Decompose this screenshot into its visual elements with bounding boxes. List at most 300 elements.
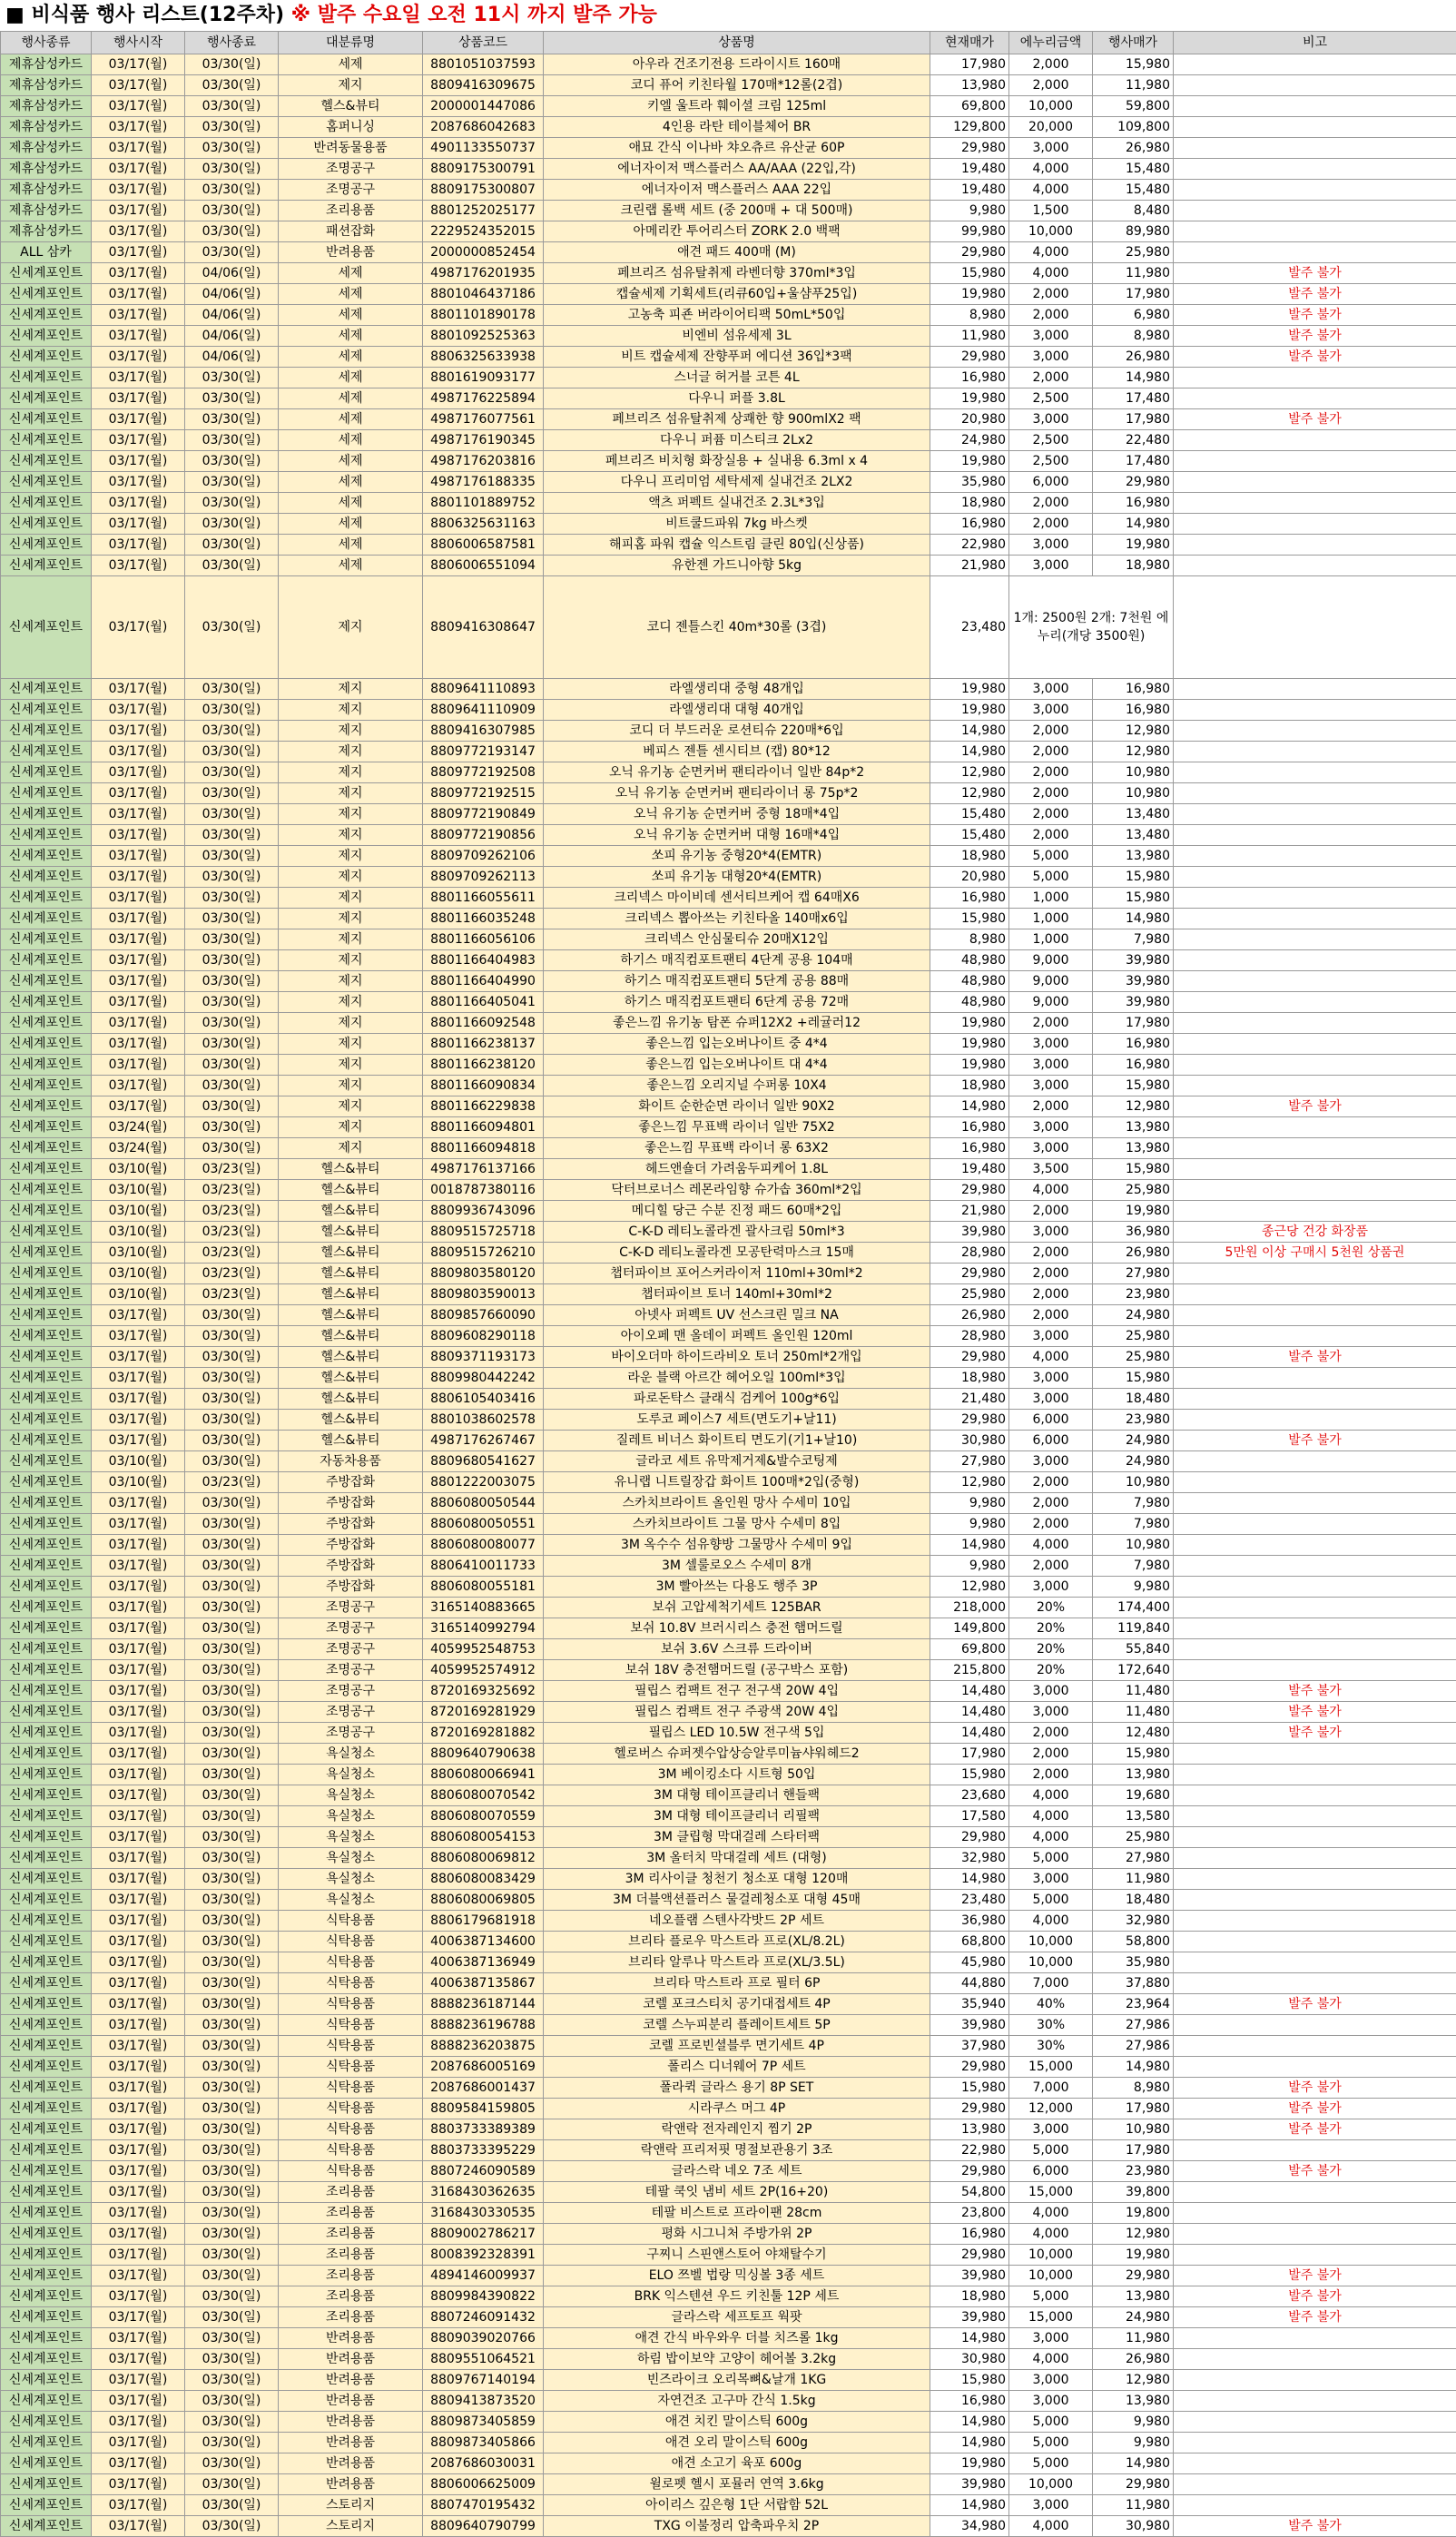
promo-type-cell: 신세계포인트 [1, 1785, 92, 1806]
category-cell: 반려용품 [279, 2474, 423, 2495]
end-date-cell: 04/06(일) [185, 305, 279, 326]
promo-type-cell: 신세계포인트 [1, 493, 92, 514]
category-cell: 조명공구 [279, 1681, 423, 1702]
current-price-cell: 17,980 [930, 1744, 1009, 1765]
product-name-cell: 아메리칸 투어리스터 ZORK 2.0 백팩 [544, 221, 930, 242]
promo-price-cell: 19,980 [1093, 535, 1174, 556]
product-name-cell: 폴라퀵 글라스 용기 8P SET [544, 2078, 930, 2099]
promo-type-cell: 신세계포인트 [1, 1869, 92, 1890]
remarks-cell: 발주 불가 [1174, 2078, 1456, 2099]
start-date-cell: 03/24(월) [92, 1117, 185, 1138]
end-date-cell: 03/30(일) [185, 75, 279, 96]
product-code-cell: 8801166035248 [423, 909, 544, 929]
discount-cell: 10,000 [1009, 2266, 1093, 2286]
product-code-cell: 4006387136949 [423, 1952, 544, 1973]
product-name-cell: 바이오더마 하이드라비오 토너 250ml*2개입 [544, 1347, 930, 1368]
promo-type-cell: 신세계포인트 [1, 1159, 92, 1180]
discount-cell: 12,000 [1009, 2099, 1093, 2119]
remarks-cell [1174, 888, 1456, 909]
promo-price-cell: 14,980 [1093, 368, 1174, 388]
current-price-cell: 35,940 [930, 1994, 1009, 2015]
discount-cell: 2,500 [1009, 388, 1093, 409]
end-date-cell: 03/30(일) [185, 1660, 279, 1681]
promo-price-cell: 25,980 [1093, 1326, 1174, 1347]
product-code-cell: 2087686005169 [423, 2057, 544, 2078]
product-code-cell: 8809039020766 [423, 2328, 544, 2349]
category-cell: 헬스&뷰티 [279, 1347, 423, 1368]
promo-type-cell: 신세계포인트 [1, 2307, 92, 2328]
current-price-cell: 19,980 [930, 284, 1009, 305]
promo-price-cell: 8,980 [1093, 326, 1174, 347]
end-date-cell: 03/30(일) [185, 721, 279, 742]
remarks-cell [1174, 535, 1456, 556]
discount-cell: 2,000 [1009, 1472, 1093, 1493]
category-cell: 제지 [279, 929, 423, 950]
discount-cell: 2,000 [1009, 1264, 1093, 1284]
promo-price-cell: 16,980 [1093, 679, 1174, 700]
column-header-category: 대분류명 [279, 32, 423, 54]
promo-type-cell: 신세계포인트 [1, 284, 92, 305]
start-date-cell: 03/17(월) [92, 825, 185, 846]
promo-type-cell: 신세계포인트 [1, 514, 92, 535]
discount-cell: 2,500 [1009, 451, 1093, 472]
product-name-cell: 락앤락 프리저핏 명절보관용기 3조 [544, 2140, 930, 2161]
product-name-cell: 크리넥스 안심물티슈 20매X12입 [544, 929, 930, 950]
end-date-cell: 03/30(일) [185, 2161, 279, 2182]
product-code-cell: 2000000852454 [423, 242, 544, 263]
product-name-cell: 베피스 젠틀 센시티브 (캡) 80*12 [544, 742, 930, 762]
discount-cell: 15,000 [1009, 2057, 1093, 2078]
start-date-cell: 03/17(월) [92, 138, 185, 159]
product-name-cell: 유한젠 가드니아향 5kg [544, 556, 930, 576]
end-date-cell: 03/30(일) [185, 2370, 279, 2391]
table-row [1, 867, 1456, 888]
promo-type-cell: 신세계포인트 [1, 2453, 92, 2474]
product-code-cell: 8807470195432 [423, 2495, 544, 2516]
table-row [1, 1785, 1456, 1806]
promo-price-cell: 24,980 [1093, 1451, 1174, 1472]
table-row [1, 117, 1456, 138]
category-cell: 조명공구 [279, 1702, 423, 1723]
remarks-cell [1174, 1932, 1456, 1952]
discount-cell: 3,000 [1009, 1076, 1093, 1096]
current-price-cell: 29,980 [930, 1264, 1009, 1284]
product-code-cell: 8801101889752 [423, 493, 544, 514]
current-price-cell: 12,980 [930, 1577, 1009, 1598]
promo-price-cell: 13,480 [1093, 825, 1174, 846]
current-price-cell: 129,800 [930, 117, 1009, 138]
promo-type-cell: 신세계포인트 [1, 1639, 92, 1660]
category-cell: 세제 [279, 472, 423, 493]
table-row [1, 1598, 1456, 1618]
table-row [1, 1827, 1456, 1848]
current-price-cell: 35,980 [930, 472, 1009, 493]
promo-type-cell: 신세계포인트 [1, 2245, 92, 2266]
current-price-cell: 19,480 [930, 180, 1009, 201]
remarks-cell [1174, 2328, 1456, 2349]
start-date-cell: 03/17(월) [92, 2099, 185, 2119]
column-header-product-name: 상품명 [544, 32, 930, 54]
table-row [1, 451, 1456, 472]
end-date-cell: 03/30(일) [185, 846, 279, 867]
column-header-remarks: 비고 [1174, 32, 1456, 54]
remarks-cell [1174, 867, 1456, 888]
remarks-cell [1174, 1639, 1456, 1660]
category-cell: 식탁용품 [279, 2099, 423, 2119]
promo-price-cell: 39,800 [1093, 2182, 1174, 2203]
product-code-cell: 3168430362635 [423, 2182, 544, 2203]
current-price-cell: 26,980 [930, 1305, 1009, 1326]
product-code-cell: 8801166094801 [423, 1117, 544, 1138]
category-cell: 제지 [279, 1034, 423, 1055]
current-price-cell: 15,480 [930, 804, 1009, 825]
current-price-cell: 45,980 [930, 1952, 1009, 1973]
product-code-cell: 8801038602578 [423, 1410, 544, 1431]
product-name-cell: 도루코 페이스7 세트(면도기+날11) [544, 1410, 930, 1431]
start-date-cell: 03/17(월) [92, 2266, 185, 2286]
product-code-cell: 8809175300807 [423, 180, 544, 201]
start-date-cell: 03/17(월) [92, 1368, 185, 1389]
promo-type-cell: 신세계포인트 [1, 1765, 92, 1785]
current-price-cell: 23,480 [930, 1890, 1009, 1911]
start-date-cell: 03/17(월) [92, 1013, 185, 1034]
product-code-cell: 8809767140194 [423, 2370, 544, 2391]
promo-type-cell: 신세계포인트 [1, 825, 92, 846]
product-code-cell: 4987176201935 [423, 263, 544, 284]
discount-cell: 1,000 [1009, 909, 1093, 929]
start-date-cell: 03/17(월) [92, 2182, 185, 2203]
product-code-cell: 8806080069812 [423, 1848, 544, 1869]
remarks-cell [1174, 992, 1456, 1013]
start-date-cell: 03/17(월) [92, 1806, 185, 1827]
start-date-cell: 03/10(월) [92, 1180, 185, 1201]
promotion-table [0, 31, 1456, 2537]
discount-cell: 2,000 [1009, 75, 1093, 96]
promo-price-cell: 25,980 [1093, 1347, 1174, 1368]
promo-type-cell: 신세계포인트 [1, 1598, 92, 1618]
category-cell: 자동차용품 [279, 1451, 423, 1472]
product-name-cell: C-K-D 레티노콜라겐 모공탄력마스크 15매 [544, 1243, 930, 1264]
discount-cell: 3,000 [1009, 409, 1093, 430]
promo-type-cell: 신세계포인트 [1, 1264, 92, 1284]
promo-price-cell: 27,986 [1093, 2036, 1174, 2057]
remarks-cell [1174, 721, 1456, 742]
start-date-cell: 03/17(월) [92, 1660, 185, 1681]
product-name-cell: 다우니 퍼플 3.8L [544, 388, 930, 409]
category-cell: 세제 [279, 263, 423, 284]
end-date-cell: 03/30(일) [185, 783, 279, 804]
column-header-end-date: 행사종료 [185, 32, 279, 54]
discount-cell: 3,000 [1009, 1368, 1093, 1389]
end-date-cell: 03/30(일) [185, 1848, 279, 1869]
discount-cell: 5,000 [1009, 846, 1093, 867]
table-row [1, 159, 1456, 180]
table-row [1, 1180, 1456, 1201]
remarks-cell [1174, 1055, 1456, 1076]
discount-cell: 15,000 [1009, 2307, 1093, 2328]
remarks-cell [1174, 1180, 1456, 1201]
promo-price-cell: 14,980 [1093, 2453, 1174, 2474]
end-date-cell: 03/30(일) [185, 2015, 279, 2036]
discount-cell: 4,000 [1009, 1806, 1093, 1827]
start-date-cell: 03/17(월) [92, 2015, 185, 2036]
product-name-cell: 하림 밥이보약 고양이 헤어볼 3.2kg [544, 2349, 930, 2370]
table-row [1, 1264, 1456, 1284]
product-code-cell: 8801051037593 [423, 54, 544, 75]
current-price-cell: 18,980 [930, 493, 1009, 514]
remarks-cell [1174, 1973, 1456, 1994]
discount-cell: 4,000 [1009, 1785, 1093, 1806]
discount-cell: 10,000 [1009, 221, 1093, 242]
end-date-cell: 03/30(일) [185, 762, 279, 783]
promo-price-cell: 30,980 [1093, 2516, 1174, 2537]
category-cell: 제지 [279, 721, 423, 742]
table-row [1, 2433, 1456, 2453]
remarks-cell [1174, 1806, 1456, 1827]
end-date-cell: 03/30(일) [185, 1598, 279, 1618]
promo-price-cell: 109,800 [1093, 117, 1174, 138]
product-code-cell: 8801252025177 [423, 201, 544, 221]
discount-cell: 2,000 [1009, 783, 1093, 804]
discount-cell: 10,000 [1009, 96, 1093, 117]
product-name-cell: 필립스 컴팩트 전구 전구색 20W 4입 [544, 1681, 930, 1702]
promo-type-cell: 신세계포인트 [1, 2057, 92, 2078]
product-code-cell: 8809002786217 [423, 2224, 544, 2245]
remarks-cell [1174, 1660, 1456, 1681]
current-price-cell: 36,980 [930, 1911, 1009, 1932]
table-row [1, 825, 1456, 846]
remarks-cell [1174, 679, 1456, 700]
promo-type-cell: 신세계포인트 [1, 1660, 92, 1681]
start-date-cell: 03/17(월) [92, 1535, 185, 1556]
table-row [1, 96, 1456, 117]
table-row [1, 2266, 1456, 2286]
remarks-cell [1174, 1493, 1456, 1514]
category-cell: 조리용품 [279, 2182, 423, 2203]
promo-price-cell: 15,980 [1093, 1368, 1174, 1389]
category-cell: 제지 [279, 75, 423, 96]
category-cell: 제지 [279, 742, 423, 762]
promo-price-cell: 19,680 [1093, 1785, 1174, 1806]
start-date-cell: 03/17(월) [92, 992, 185, 1013]
product-code-cell: 8720169281882 [423, 1723, 544, 1744]
promo-type-cell: 신세계포인트 [1, 700, 92, 721]
discount-cell: 2,000 [1009, 1556, 1093, 1577]
promo-type-cell: 신세계포인트 [1, 679, 92, 700]
current-price-cell: 29,980 [930, 347, 1009, 368]
product-name-cell: 시라쿠스 머그 4P [544, 2099, 930, 2119]
promo-price-cell: 11,480 [1093, 1702, 1174, 1723]
table-row [1, 2412, 1456, 2433]
promo-price-cell: 12,980 [1093, 2370, 1174, 2391]
promo-price-cell: 7,980 [1093, 1514, 1174, 1535]
product-code-cell: 8809873405866 [423, 2433, 544, 2453]
table-row [1, 388, 1456, 409]
product-name-cell: 챕터파이브 토너 140ml+30ml*2 [544, 1284, 930, 1305]
product-code-cell: 4987176077561 [423, 409, 544, 430]
promo-price-cell: 29,980 [1093, 2474, 1174, 2495]
product-name-cell: 애견 오리 말이스틱 600g [544, 2433, 930, 2453]
promo-price-cell: 10,980 [1093, 1535, 1174, 1556]
start-date-cell: 03/17(월) [92, 2453, 185, 2474]
current-price-cell: 218,000 [930, 1598, 1009, 1618]
product-code-cell: 8809803580120 [423, 1264, 544, 1284]
remarks-cell [1174, 576, 1456, 679]
product-name-cell: 키엘 울트라 훼이셜 크림 125ml [544, 96, 930, 117]
product-code-cell: 8801166238120 [423, 1055, 544, 1076]
current-price-cell: 34,980 [930, 2516, 1009, 2537]
promo-price-cell: 7,980 [1093, 1493, 1174, 1514]
current-price-cell: 99,980 [930, 221, 1009, 242]
remarks-cell: 종근당 건강 화장품 [1174, 1222, 1456, 1243]
end-date-cell: 03/30(일) [185, 514, 279, 535]
start-date-cell: 03/17(월) [92, 284, 185, 305]
category-cell: 패션잡화 [279, 221, 423, 242]
start-date-cell: 03/17(월) [92, 117, 185, 138]
start-date-cell: 03/17(월) [92, 2203, 185, 2224]
current-price-cell: 24,980 [930, 430, 1009, 451]
start-date-cell: 03/17(월) [92, 1618, 185, 1639]
end-date-cell: 03/23(일) [185, 1180, 279, 1201]
discount-cell: 20% [1009, 1639, 1093, 1660]
promo-type-cell: 신세계포인트 [1, 1890, 92, 1911]
current-price-cell: 20,980 [930, 409, 1009, 430]
table-row [1, 201, 1456, 221]
end-date-cell: 03/30(일) [185, 117, 279, 138]
end-date-cell: 03/30(일) [185, 1932, 279, 1952]
end-date-cell: 03/30(일) [185, 1117, 279, 1138]
end-date-cell: 03/30(일) [185, 700, 279, 721]
product-code-cell: 8806080054153 [423, 1827, 544, 1848]
category-cell: 제지 [279, 804, 423, 825]
table-row [1, 1869, 1456, 1890]
end-date-cell: 03/30(일) [185, 388, 279, 409]
category-cell: 제지 [279, 825, 423, 846]
discount-cell: 3,500 [1009, 1159, 1093, 1180]
end-date-cell: 03/30(일) [185, 159, 279, 180]
product-name-cell: 글라코 세트 유막제거제&발수코팅제 [544, 1451, 930, 1472]
promo-price-cell: 174,400 [1093, 1598, 1174, 1618]
promo-type-cell: 신세계포인트 [1, 1326, 92, 1347]
start-date-cell: 03/17(월) [92, 263, 185, 284]
promo-type-cell: 신세계포인트 [1, 992, 92, 1013]
promo-price-cell: 13,580 [1093, 1806, 1174, 1827]
product-code-cell: 8801222003075 [423, 1472, 544, 1493]
product-name-cell: BRK 익스텐션 우드 키친툴 12P 세트 [544, 2286, 930, 2307]
table-row [1, 2286, 1456, 2307]
remarks-cell [1174, 54, 1456, 75]
promo-type-cell: 신세계포인트 [1, 2078, 92, 2099]
current-price-cell: 13,980 [930, 2119, 1009, 2140]
table-row [1, 1410, 1456, 1431]
promo-type-cell: 신세계포인트 [1, 326, 92, 347]
current-price-cell: 19,980 [930, 700, 1009, 721]
product-code-cell: 8809772190849 [423, 804, 544, 825]
category-cell: 조리용품 [279, 2203, 423, 2224]
promo-price-cell: 32,980 [1093, 1911, 1174, 1932]
end-date-cell: 03/30(일) [185, 2078, 279, 2099]
promo-price-cell: 13,980 [1093, 2286, 1174, 2307]
product-code-cell: 8801046437186 [423, 284, 544, 305]
product-code-cell: 8809515726210 [423, 1243, 544, 1264]
end-date-cell: 03/30(일) [185, 2391, 279, 2412]
product-code-cell: 8888236203875 [423, 2036, 544, 2057]
remarks-cell [1174, 451, 1456, 472]
product-name-cell: 필립스 LED 10.5W 전구색 5입 [544, 1723, 930, 1744]
remarks-cell: 발주 불가 [1174, 305, 1456, 326]
current-price-cell: 16,980 [930, 514, 1009, 535]
discount-cell: 6,000 [1009, 1431, 1093, 1451]
end-date-cell: 03/30(일) [185, 825, 279, 846]
promo-type-cell: 신세계포인트 [1, 1723, 92, 1744]
category-cell: 욕실청소 [279, 1890, 423, 1911]
current-price-cell: 32,980 [930, 1848, 1009, 1869]
end-date-cell: 03/30(일) [185, 929, 279, 950]
table-row [1, 1932, 1456, 1952]
product-code-cell: 8801101890178 [423, 305, 544, 326]
promo-price-cell: 13,480 [1093, 804, 1174, 825]
table-row [1, 2203, 1456, 2224]
product-name-cell: 하기스 매직컴포트팬티 4단계 공용 104매 [544, 950, 930, 971]
promo-type-cell: 신세계포인트 [1, 1973, 92, 1994]
product-name-cell: 하기스 매직컴포트팬티 5단계 공용 88매 [544, 971, 930, 992]
current-price-cell: 15,480 [930, 825, 1009, 846]
start-date-cell: 03/17(월) [92, 2391, 185, 2412]
promo-type-cell: 신세계포인트 [1, 2474, 92, 2495]
start-date-cell: 03/17(월) [92, 2286, 185, 2307]
product-name-cell: 3M 더블액션플러스 물걸레청소포 대형 45매 [544, 1890, 930, 1911]
product-code-cell: 4987176190345 [423, 430, 544, 451]
current-price-cell: 16,980 [930, 368, 1009, 388]
remarks-cell [1174, 201, 1456, 221]
product-code-cell: 3165140883665 [423, 1598, 544, 1618]
promo-type-cell: 신세계포인트 [1, 1806, 92, 1827]
start-date-cell: 03/17(월) [92, 1410, 185, 1431]
discount-cell: 5,000 [1009, 2453, 1093, 2474]
current-price-cell: 48,980 [930, 950, 1009, 971]
end-date-cell: 03/30(일) [185, 2057, 279, 2078]
category-cell: 세제 [279, 451, 423, 472]
start-date-cell: 03/17(월) [92, 201, 185, 221]
remarks-cell [1174, 2370, 1456, 2391]
start-date-cell: 03/17(월) [92, 326, 185, 347]
promo-price-cell: 23,980 [1093, 1410, 1174, 1431]
category-cell: 세제 [279, 535, 423, 556]
category-cell: 식탁용품 [279, 2161, 423, 2182]
start-date-cell: 03/17(월) [92, 2328, 185, 2349]
promo-price-cell: 9,980 [1093, 2412, 1174, 2433]
category-cell: 조리용품 [279, 2266, 423, 2286]
promo-price-cell: 15,980 [1093, 1744, 1174, 1765]
start-date-cell: 03/17(월) [92, 950, 185, 971]
product-code-cell: 8801166094818 [423, 1138, 544, 1159]
discount-cell: 30% [1009, 2036, 1093, 2057]
start-date-cell: 03/17(월) [92, 2245, 185, 2266]
table-row [1, 1347, 1456, 1368]
category-cell: 헬스&뷰티 [279, 1180, 423, 1201]
end-date-cell: 03/30(일) [185, 2286, 279, 2307]
discount-cell: 10,000 [1009, 1952, 1093, 1973]
current-price-cell: 18,980 [930, 846, 1009, 867]
promo-price-cell: 14,980 [1093, 514, 1174, 535]
product-name-cell: 크리넥스 마이비데 센서티브케어 캡 64매X6 [544, 888, 930, 909]
product-code-cell: 8801092525363 [423, 326, 544, 347]
table-row [1, 2245, 1456, 2266]
promo-price-cell: 7,980 [1093, 1556, 1174, 1577]
table-row [1, 2453, 1456, 2474]
table-row [1, 242, 1456, 263]
product-name-cell: 필립스 컴팩트 전구 주광색 20W 4입 [544, 1702, 930, 1723]
